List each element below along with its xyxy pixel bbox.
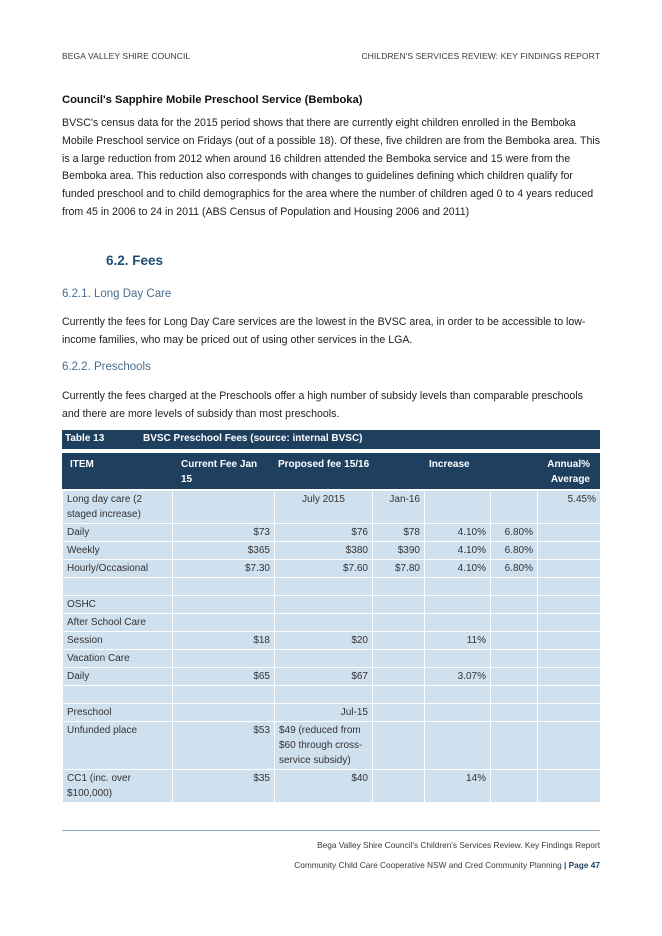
table-row bbox=[63, 614, 601, 632]
table-cell bbox=[425, 704, 491, 722]
table-cell bbox=[425, 686, 491, 704]
table-cell bbox=[275, 650, 373, 668]
table-row bbox=[63, 704, 601, 722]
table-cell: $49 (reduced from $60 through cross-service subsidy) bbox=[275, 722, 373, 770]
table-row bbox=[63, 596, 601, 614]
table-cell: Preschool bbox=[63, 704, 173, 722]
table-header bbox=[62, 453, 600, 489]
table-cell bbox=[173, 686, 275, 704]
table-cell: 14% bbox=[425, 770, 491, 803]
table-cell bbox=[538, 578, 601, 596]
table-cell: Weekly bbox=[63, 542, 173, 560]
table-cell bbox=[491, 491, 538, 524]
table-row bbox=[63, 686, 601, 704]
table-cell: $20 bbox=[275, 632, 373, 650]
table-cell bbox=[491, 770, 538, 803]
table-cell: 4.10% bbox=[425, 560, 491, 578]
heading-fees: 6.2. Fees bbox=[106, 253, 164, 268]
table-cell bbox=[538, 596, 601, 614]
table-cell bbox=[373, 770, 425, 803]
table-cell bbox=[491, 632, 538, 650]
table-cell bbox=[373, 722, 425, 770]
table-cell: Long day care (2 staged increase) bbox=[63, 491, 173, 524]
heading-long-day-care: 6.2.1. Long Day Care bbox=[62, 288, 172, 300]
table-cell bbox=[275, 614, 373, 632]
col-header-annual: Annual% Average bbox=[547, 459, 590, 485]
table-cell: $390 bbox=[373, 542, 425, 560]
table-cell bbox=[538, 560, 601, 578]
table-cell bbox=[491, 722, 538, 770]
table-cell: Jan-16 bbox=[373, 491, 425, 524]
table-cell: $18 bbox=[173, 632, 275, 650]
table-cell bbox=[538, 524, 601, 542]
table-cell: CC1 (inc. over $100,000) bbox=[63, 770, 173, 803]
table-cell bbox=[373, 614, 425, 632]
table-cell bbox=[538, 686, 601, 704]
table-cell bbox=[538, 614, 601, 632]
table-cell bbox=[63, 578, 173, 596]
table-row bbox=[63, 632, 601, 650]
section-heading: Council's Sapphire Mobile Preschool Service (Bemboka) bbox=[62, 94, 363, 106]
col-header-current: Current Fee Jan 15 bbox=[181, 459, 258, 485]
footer-line2 bbox=[294, 860, 600, 870]
table-caption-number: Table 13 bbox=[65, 433, 105, 444]
table-cell bbox=[373, 578, 425, 596]
table-cell bbox=[491, 614, 538, 632]
footer-line1: Bega Valley Shire Council's Children's Services Review. Key Findings Report bbox=[317, 840, 600, 850]
table-cell: Daily bbox=[63, 668, 173, 686]
table-cell: Jul-15 bbox=[275, 704, 373, 722]
table-cell bbox=[425, 596, 491, 614]
table-cell: 3.07% bbox=[425, 668, 491, 686]
header-right: CHILDREN'S SERVICES REVIEW: KEY FINDINGS REPORT bbox=[361, 51, 600, 61]
table-cell bbox=[491, 596, 538, 614]
footer-org: Community Child Care Cooperative NSW and Cred Community Planning bbox=[294, 860, 562, 870]
table-cell: $78 bbox=[373, 524, 425, 542]
table-cell: $40 bbox=[275, 770, 373, 803]
fees-table bbox=[62, 490, 601, 803]
table-cell bbox=[425, 578, 491, 596]
table-cell bbox=[173, 650, 275, 668]
table-cell: $53 bbox=[173, 722, 275, 770]
table-cell bbox=[538, 722, 601, 770]
table-cell bbox=[538, 668, 601, 686]
table-cell: 4.10% bbox=[425, 542, 491, 560]
table-cell: 6.80% bbox=[491, 542, 538, 560]
table-cell: Unfunded place bbox=[63, 722, 173, 770]
table-caption bbox=[62, 430, 600, 449]
fees-table-body bbox=[63, 491, 601, 803]
table-cell bbox=[491, 650, 538, 668]
table-cell bbox=[425, 722, 491, 770]
table-cell bbox=[173, 491, 275, 524]
table-cell: $380 bbox=[275, 542, 373, 560]
table-row bbox=[63, 770, 601, 803]
table-cell bbox=[63, 686, 173, 704]
table-cell: $7.30 bbox=[173, 560, 275, 578]
table-cell bbox=[538, 542, 601, 560]
table-cell: Hourly/Occasional bbox=[63, 560, 173, 578]
table-caption-title: BVSC Preschool Fees (source: internal BVSC) bbox=[143, 433, 363, 444]
table-cell bbox=[173, 578, 275, 596]
table-row bbox=[63, 650, 601, 668]
table-cell: 11% bbox=[425, 632, 491, 650]
table-cell: Vacation Care bbox=[63, 650, 173, 668]
table-cell bbox=[275, 578, 373, 596]
paragraph-bemboka: BVSC's census data for the 2015 period shows that there are currently eight children enrolled in the Bemboka Mobile Preschool service on Fridays (out of a possible 18). Of these, five children are from the Bemboka area. This is a large reduction from 2012 when around 16 children attended the Bemboka service and 15 were from the Bemboka area. This reduction also corresponds with changes to guidelines defining which children qualify for funded preschool and to child demographics for the area where the number of children aged 0 to 4 years reduced from 45 in 2006 to 24 in 2011 (ABS Census of Population and Housing 2006 and 2011) bbox=[62, 117, 600, 218]
table-row bbox=[63, 668, 601, 686]
table-cell bbox=[373, 686, 425, 704]
table-row bbox=[63, 578, 601, 596]
table-cell bbox=[538, 632, 601, 650]
table-cell bbox=[373, 668, 425, 686]
table-cell bbox=[173, 614, 275, 632]
table-cell bbox=[425, 650, 491, 668]
table-cell: After School Care bbox=[63, 614, 173, 632]
table-cell bbox=[275, 596, 373, 614]
table-row bbox=[63, 542, 601, 560]
table-row bbox=[63, 560, 601, 578]
table-cell: $35 bbox=[173, 770, 275, 803]
table-cell: Daily bbox=[63, 524, 173, 542]
table-cell: 6.80% bbox=[491, 560, 538, 578]
table-cell bbox=[275, 686, 373, 704]
footer-rule bbox=[62, 830, 600, 831]
table-cell bbox=[173, 596, 275, 614]
col-header-item: ITEM bbox=[70, 459, 94, 470]
table-cell bbox=[373, 650, 425, 668]
paragraph-preschools: Currently the fees charged at the Preschools offer a high number of subsidy levels than comparable preschools and there are more levels of subsidy than most preschools. bbox=[62, 390, 583, 420]
table-cell: $67 bbox=[275, 668, 373, 686]
table-cell bbox=[538, 650, 601, 668]
table-cell: 6.80% bbox=[491, 524, 538, 542]
table-cell: $365 bbox=[173, 542, 275, 560]
table-row bbox=[63, 524, 601, 542]
col-header-proposed: Proposed fee 15/16 bbox=[278, 459, 370, 470]
col-header-increase: Increase bbox=[429, 459, 470, 470]
table-cell bbox=[373, 632, 425, 650]
table-cell: $76 bbox=[275, 524, 373, 542]
heading-preschools: 6.2.2. Preschools bbox=[62, 361, 151, 373]
page-number: | Page 47 bbox=[564, 860, 600, 870]
table-row bbox=[63, 722, 601, 770]
table-cell: Session bbox=[63, 632, 173, 650]
table-cell: July 2015 bbox=[275, 491, 373, 524]
table-cell bbox=[538, 770, 601, 803]
header-left: BEGA VALLEY SHIRE COUNCIL bbox=[62, 51, 191, 61]
table-cell: $73 bbox=[173, 524, 275, 542]
table-cell: $7.80 bbox=[373, 560, 425, 578]
table-cell bbox=[373, 596, 425, 614]
table-cell bbox=[373, 704, 425, 722]
table-cell: 5.45% bbox=[538, 491, 601, 524]
table-cell: OSHC bbox=[63, 596, 173, 614]
table-cell bbox=[425, 614, 491, 632]
table-cell bbox=[538, 704, 601, 722]
table-cell bbox=[425, 491, 491, 524]
table-cell bbox=[491, 668, 538, 686]
table-cell bbox=[491, 578, 538, 596]
table-cell: 4.10% bbox=[425, 524, 491, 542]
table-cell bbox=[491, 686, 538, 704]
table-cell: $7.60 bbox=[275, 560, 373, 578]
table-cell bbox=[491, 704, 538, 722]
table-cell: $65 bbox=[173, 668, 275, 686]
table-cell bbox=[173, 704, 275, 722]
table-row bbox=[63, 491, 601, 524]
paragraph-long-day-care: Currently the fees for Long Day Care services are the lowest in the BVSC area, in order to be accessible to low-income families, who may be priced out of using other services in the LGA. bbox=[62, 316, 586, 346]
